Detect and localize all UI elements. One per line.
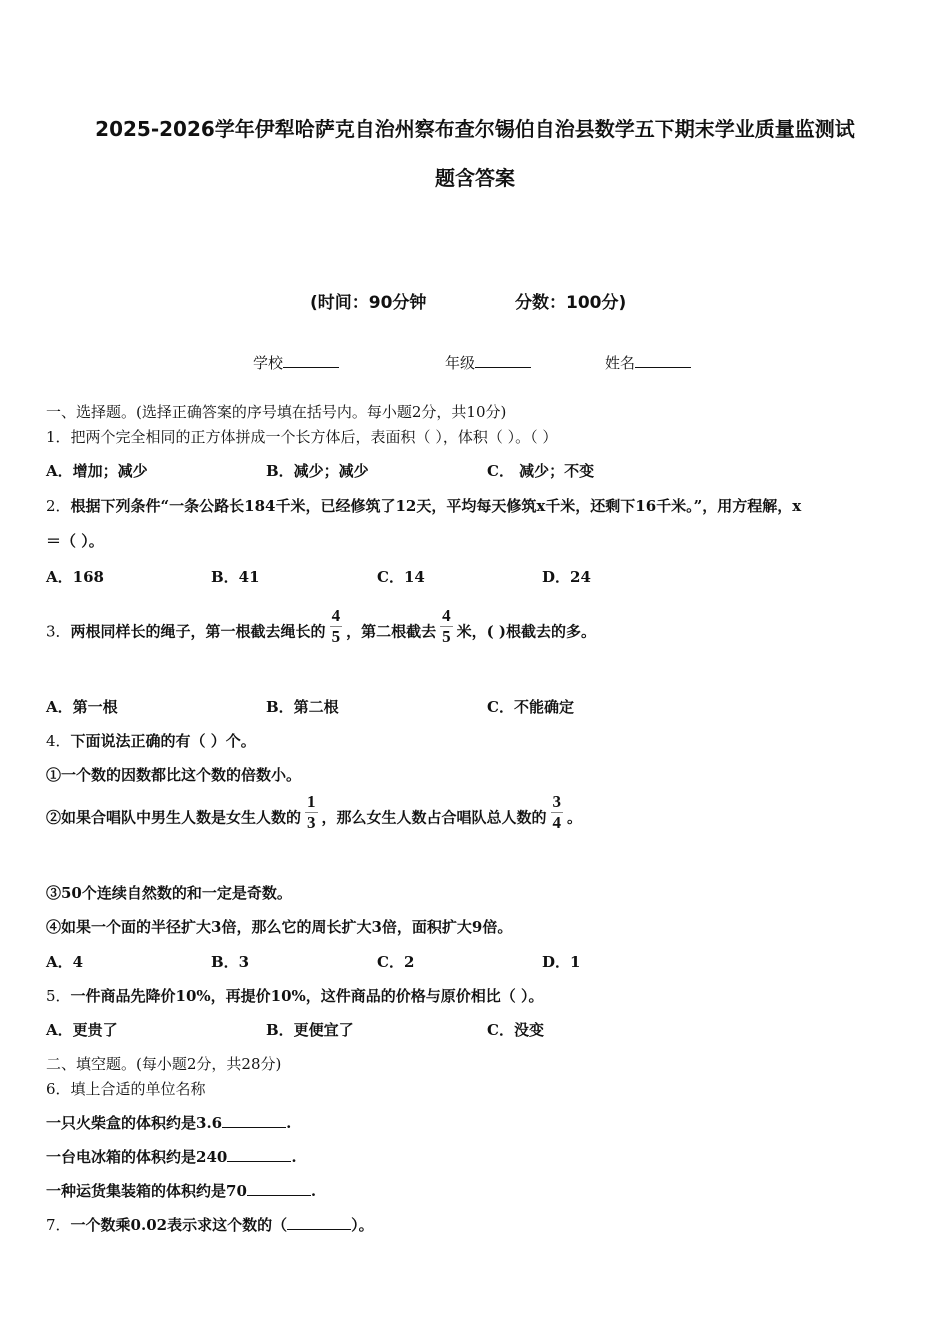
- page-title-line2: 题含答案: [435, 166, 515, 190]
- school-blank: [283, 353, 339, 368]
- line-end: .: [286, 1114, 292, 1132]
- q2-option-c: C．14: [377, 568, 425, 586]
- question-text: 把两个完全相同的正方体拼成一个长方体后，表面积（ ），体积（ ）。（ ）: [70, 428, 558, 446]
- q2-option-b: B．41: [211, 568, 260, 586]
- question-text: 填上合适的单位名称: [70, 1080, 206, 1098]
- q2-option-d: D．24: [542, 568, 591, 586]
- q1-option-b: B．减少；减少: [266, 462, 369, 480]
- answer-blank: [287, 1215, 351, 1230]
- page-title: 2025-2026学年伊犁哈萨克自治州察布查尔锡伯自治县数学五下期末学业质量监测试: [95, 117, 855, 141]
- line-end: .: [291, 1148, 297, 1166]
- fraction-numerator: 1: [307, 792, 316, 811]
- question-3: [46, 606, 596, 653]
- q6-line-1: [46, 1112, 291, 1133]
- fraction-numerator: 4: [331, 606, 341, 625]
- line-end: .: [310, 1182, 317, 1200]
- statement-text-c: 。: [567, 808, 583, 827]
- grade-field: [445, 352, 531, 373]
- question-text: 下面说法正确的有（ ）个。: [70, 732, 256, 750]
- question-text-c: 米，( )根截去的多。: [456, 622, 596, 641]
- answer-blank: [222, 1113, 286, 1128]
- name-blank: [635, 353, 691, 368]
- q4-statement-1: ①一个数的因数都比这个数的倍数小。: [46, 766, 302, 784]
- name-label: 姓名: [605, 354, 636, 372]
- answer-blank: [227, 1147, 291, 1162]
- statement-text-a: ②如果合唱队中男生人数是女生人数的: [46, 808, 302, 827]
- question-2: [46, 495, 801, 516]
- q4-option-b: B．3: [211, 953, 250, 971]
- question-7: [46, 1214, 374, 1235]
- exam-score: 分数：100分): [515, 293, 627, 313]
- question-number: 6．: [46, 1080, 71, 1098]
- question-6: [46, 1078, 206, 1099]
- question-2-line2: ＝（ ）。: [46, 532, 104, 550]
- name-field: [605, 352, 691, 373]
- exam-time: (时间：90分钟: [310, 293, 427, 313]
- grade-label: 年级: [445, 354, 476, 372]
- q4-statement-4: ④如果一个面的半径扩大3倍，那么它的周长扩大3倍，面积扩大9倍。: [46, 918, 513, 936]
- q2-option-a: A．168: [46, 568, 104, 586]
- q4-option-d: D．1: [542, 953, 581, 971]
- q3-option-c: C．不能确定: [487, 698, 574, 716]
- fraction: [305, 792, 318, 833]
- answer-blank: [247, 1181, 311, 1196]
- question-number: 3．: [46, 622, 71, 641]
- line-text: 一只火柴盒的体积约是3.6: [46, 1114, 223, 1132]
- q6-line-2: [46, 1146, 297, 1167]
- q5-option-c: C．没变: [487, 1021, 544, 1039]
- q4-option-a: A．4: [46, 953, 84, 971]
- q4-statement-2: [46, 792, 583, 839]
- q4-statement-3: ③50个连续自然数的和一定是奇数。: [46, 884, 292, 902]
- q1-option-a: A．增加；减少: [46, 462, 148, 480]
- school-label: 学校: [253, 354, 284, 372]
- section1-heading: 一、选择题。(选择正确答案的序号填在括号内。每小题2分，共10分): [46, 403, 507, 421]
- grade-blank: [475, 353, 531, 368]
- fraction-numerator: 3: [552, 792, 562, 811]
- q3-option-a: A．第一根: [46, 698, 118, 716]
- question-1: [46, 426, 557, 447]
- question-text: 根据下列条件“一条公路长184千米，已经修筑了12天，平均每天修筑x千米，还剩下16千米。”，用方程解，x: [70, 497, 802, 515]
- question-number: 4．: [46, 732, 71, 750]
- q6-line-3: [46, 1180, 316, 1201]
- q5-option-b: B．更便宜了: [266, 1021, 354, 1039]
- line-text: 一台电冰箱的体积约是240: [46, 1148, 228, 1166]
- q4-option-c: C．2: [377, 953, 415, 971]
- fraction: [440, 606, 453, 647]
- fraction-denominator: 4: [552, 813, 562, 832]
- question-number: 7．: [46, 1216, 71, 1234]
- question-number: 1．: [46, 428, 71, 446]
- q5-option-a: A．更贵了: [46, 1021, 118, 1039]
- fraction-numerator: 4: [442, 606, 451, 625]
- question-text-a: 两根同样长的绳子，第一根截去绳长的: [70, 622, 326, 641]
- school-field: [253, 352, 339, 373]
- question-number: 5．: [46, 987, 71, 1005]
- question-4: [46, 730, 256, 751]
- statement-text-b: ，那么女生人数占合唱队总人数的: [321, 808, 547, 827]
- q1-option-c: C． 减少；不变: [487, 462, 595, 480]
- fraction: [330, 606, 343, 647]
- question-text-a: 一个数乘0.02表示求这个数的（: [70, 1216, 288, 1234]
- fraction-denominator: 5: [331, 627, 341, 646]
- question-text: 一件商品先降价10%，再提价10%，这件商品的价格与原价相比（ ）。: [70, 987, 544, 1005]
- q3-option-b: B．第二根: [266, 698, 339, 716]
- question-5: [46, 985, 544, 1006]
- question-text-b: ）。: [351, 1216, 374, 1234]
- section2-heading: 二、填空题。(每小题2分，共28分): [46, 1055, 282, 1073]
- fraction-denominator: 5: [442, 627, 451, 646]
- fraction: [551, 792, 564, 833]
- question-text-b: ，第二根截去: [346, 622, 437, 641]
- question-number: 2．: [46, 497, 71, 515]
- fraction-denominator: 3: [307, 813, 316, 832]
- line-text: 一种运货集装箱的体积约是70: [46, 1182, 247, 1200]
